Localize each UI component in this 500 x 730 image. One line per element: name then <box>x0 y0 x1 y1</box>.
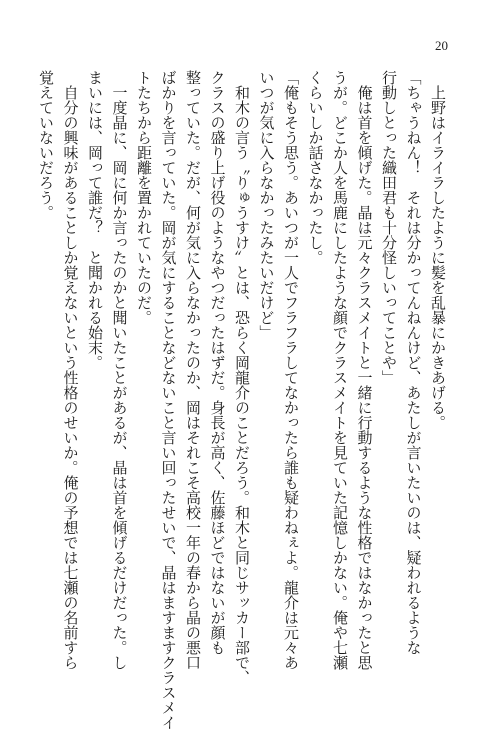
text-line: ばかりを言っていた。岡が気にすることなどないこと言い回ったせいで、晶はますますクラスメイ <box>159 70 178 730</box>
text-line: 覚えていないだろう。 <box>37 70 55 220</box>
text-line: 整っていた。だが、何が気に入らなかったのか、岡はそれこそ高校一年の春から晶の悪口 <box>184 70 202 670</box>
novel-body-text <box>37 70 450 730</box>
text-line: 一度晶に、岡に何か言ったのかと聞いたことがあるが、晶は首を傾げるだけだった。し <box>110 70 129 670</box>
text-line: 行動しとった織田君も十分怪しいってことや」 <box>380 70 398 385</box>
text-line: クラスの盛り上げ役のようなやつだったはずだ。身長が高く、佐藤ほどではないが顔も <box>208 70 227 655</box>
text-line: トたちから距離を置かれていたのだ。 <box>135 70 153 325</box>
text-line: 「俺もそう思う。あいつが一人でフラフラしてなかったら誰も疑わねぇよ。龍介は元々あ <box>282 70 300 670</box>
text-line: いつが気に入らなかったみたいだけど」 <box>257 70 276 340</box>
text-line: 自分の興味があることしか覚えないという性格のせいか。俺の予想では七瀬の名前すら <box>61 70 80 670</box>
text-line: 上野はイライラしたように髪を乱暴にかきあげる。 <box>429 70 447 430</box>
text-line: 「ちゃうねん！ それは分かってんねんけど、あたしが言いたいのは、疑われるような <box>404 70 423 655</box>
text-line: 和木の言う〝りゅうすけ〟とは、恐らく岡龍介のことだろう。和木と同じサッカー部で、 <box>233 70 251 685</box>
page-number: 20 <box>435 38 448 53</box>
text-line: まいには、岡って誰だ？ と聞かれる始末。 <box>86 70 104 370</box>
text-line: うが。どこか人を馬鹿にしたような顔でクラスメイトを見ていた記憶しかない。俺や七瀬 <box>331 70 349 670</box>
text-line: くらいしか話さなかったし。 <box>306 70 325 265</box>
text-line: 俺は首を傾げた。晶は元々クラスメイトと一緒に行動するような性格ではなかったと思 <box>355 70 374 670</box>
